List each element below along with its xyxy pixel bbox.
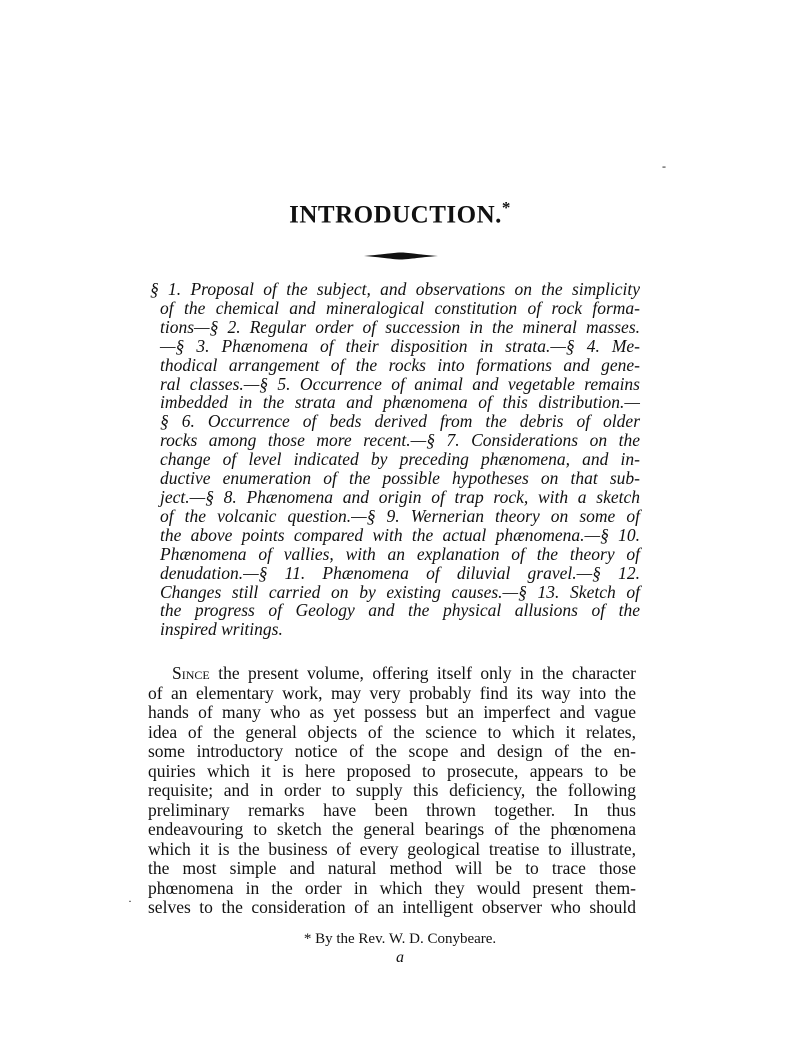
synopsis-line: inspired writings. (160, 619, 283, 640)
synopsis-line: the above points compared with the actual phænomena.—§ 10. (160, 524, 640, 545)
synopsis-line: thodical arrangement of the rocks into formations and gene- (160, 354, 640, 375)
synopsis-line: of the chemical and mineralogical constitution of rock forma- (160, 297, 640, 318)
body-line: which it is the business of every geological treatise to illustrate, (148, 838, 636, 859)
synopsis-line: Phænomena of vallies, with an explanation of the theory of (160, 543, 640, 564)
body-line: quiries which it is here proposed to prosecute, appears to be (148, 760, 636, 781)
chapter-title-text: INTRODUCTION. (289, 201, 502, 229)
synopsis-line: § 6. Occurrence of beds derived from the debris of older (160, 411, 640, 432)
synopsis-line: tions—§ 2. Regular order of succession in the mineral masses. (160, 316, 640, 337)
synopsis-line: Changes still carried on by existing causes.—§ 13. Sketch of (160, 581, 640, 602)
synopsis-line: —§ 3. Phænomena of their disposition in strata.—§ 4. Me- (160, 335, 640, 356)
synopsis-line: imbedded in the strata and phænomena of this distribution.— (160, 392, 640, 413)
synopsis-line: of the volcanic question.—§ 9. Wernerian theory on some of (160, 505, 640, 526)
margin-mark: - (662, 159, 666, 173)
body-line: of an elementary work, may very probably find its way into the (148, 682, 636, 703)
footnote: * By the Rev. W. D. Conybeare. (303, 931, 497, 947)
synopsis-line: ral classes.—§ 5. Occurrence of animal and vegetable remains (160, 373, 640, 394)
chapter-title (0, 198, 800, 229)
body-line: hands of many who as yet possess but an imperfect and vague (148, 702, 636, 722)
ornament-rule (364, 251, 438, 261)
signature-mark: a (396, 949, 404, 966)
body-line: requisite; and in order to supply this deficiency, the following (148, 780, 636, 800)
body-line: some introductory notice of the scope and design of the en- (148, 741, 636, 761)
synopsis-line: denudation.—§ 11. Phænomena of diluvial gravel.—§ 12. (160, 562, 640, 583)
synopsis-line: change of level indicated by preceding phænomena, and in- (160, 449, 640, 470)
section-synopsis (150, 280, 640, 639)
body-line: phœnomena in the order in which they would present them- (148, 877, 636, 898)
synopsis-line: ject.—§ 8. Phænomena and origin of trap rock, with a sketch (160, 486, 640, 507)
synopsis-line: rocks among those more recent.—§ 7. Considerations on the (160, 430, 640, 451)
body-paragraph (148, 664, 636, 918)
body-line: the most simple and natural method will be to trace those (148, 858, 636, 878)
margin-mark-left: · (128, 894, 132, 908)
body-line-first (148, 664, 636, 684)
body-line-rest: the present volume, offering itself only in the character (209, 663, 636, 683)
drop-word: Since (172, 663, 210, 683)
body-line: endeavouring to sketch the general bearings of the phœnomena (148, 819, 636, 839)
synopsis-line: § 1. Proposal of the subject, and observations on the simplicity (150, 279, 640, 299)
synopsis-line: ductive enumeration of the possible hypotheses on that sub- (160, 468, 640, 489)
synopsis-line: the progress of Geology and the physical allusions of the (160, 600, 640, 621)
body-line: preliminary remarks have been thrown together. In thus (148, 799, 636, 820)
body-line: selves to the consideration of an intelligent observer who should (148, 897, 636, 917)
body-line: idea of the general objects of the science to which it relates, (148, 721, 636, 742)
footnote-marker: * (501, 198, 511, 217)
